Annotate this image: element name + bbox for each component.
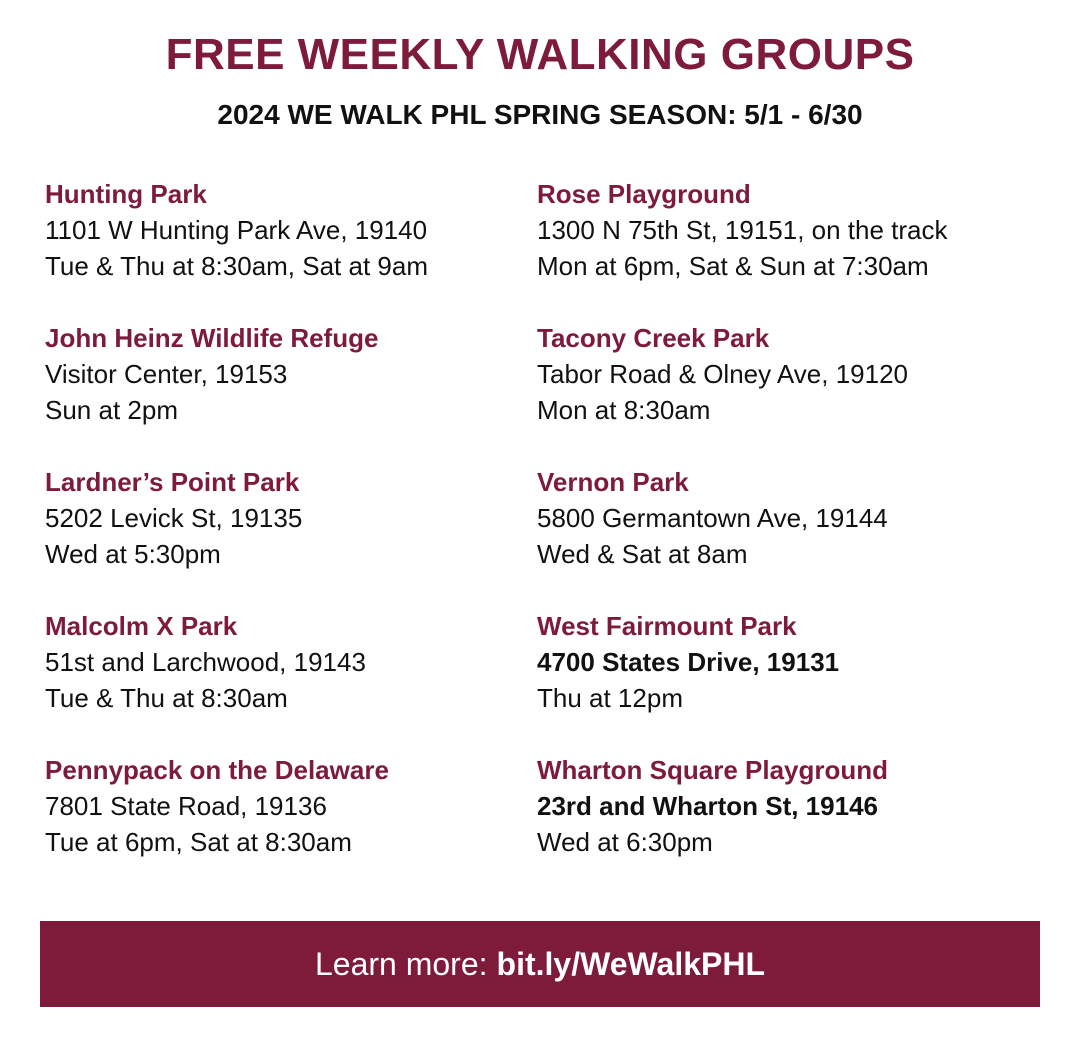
learn-more-banner bbox=[40, 921, 1040, 1007]
location-address: 23rd and Wharton St, 19146 bbox=[537, 791, 878, 821]
location-address: 1101 W Hunting Park Ave, 19140 bbox=[45, 215, 428, 245]
location-schedule: Mon at 8:30am bbox=[537, 395, 711, 425]
location-address: 5800 Germantown Ave, 19144 bbox=[537, 503, 888, 533]
learn-more-link[interactable]: bit.ly/WeWalkPHL bbox=[496, 945, 765, 982]
location-entry bbox=[537, 176, 1037, 320]
location-entry bbox=[537, 752, 1037, 896]
location-address: 1300 N 75th St, 19151, on the track bbox=[537, 215, 948, 245]
location-address: 4700 States Drive, 19131 bbox=[537, 647, 840, 677]
location-name: Tacony Creek Park bbox=[537, 323, 770, 353]
locations-column-right bbox=[537, 176, 1037, 896]
location-schedule: Wed at 5:30pm bbox=[45, 539, 221, 569]
locations-column-left bbox=[45, 176, 525, 896]
location-name: Lardner’s Point Park bbox=[45, 467, 300, 497]
location-entry bbox=[45, 752, 525, 896]
location-entry bbox=[45, 176, 525, 320]
location-name: John Heinz Wildlife Refuge bbox=[45, 323, 379, 353]
page-subtitle: 2024 WE WALK PHL SPRING SEASON: 5/1 - 6/30 bbox=[217, 99, 863, 130]
location-entry bbox=[537, 320, 1037, 464]
location-name: Rose Playground bbox=[537, 179, 751, 209]
location-name: Malcolm X Park bbox=[45, 611, 238, 641]
learn-more-label: Learn more: bbox=[314, 945, 488, 982]
location-name: West Fairmount Park bbox=[537, 611, 797, 641]
page-title: FREE WEEKLY WALKING GROUPS bbox=[165, 30, 915, 79]
location-schedule: Tue at 6pm, Sat at 8:30am bbox=[45, 827, 352, 857]
location-address: 7801 State Road, 19136 bbox=[45, 791, 327, 821]
location-schedule: Wed at 6:30pm bbox=[537, 827, 713, 857]
location-name: Pennypack on the Delaware bbox=[45, 755, 389, 785]
location-entry bbox=[45, 608, 525, 752]
location-schedule: Tue & Thu at 8:30am, Sat at 9am bbox=[45, 251, 428, 281]
location-schedule: Mon at 6pm, Sat & Sun at 7:30am bbox=[537, 251, 929, 281]
location-name: Hunting Park bbox=[45, 179, 207, 209]
location-entry bbox=[537, 464, 1037, 608]
location-schedule: Thu at 12pm bbox=[537, 683, 683, 713]
location-schedule: Tue & Thu at 8:30am bbox=[45, 683, 288, 713]
location-address: 5202 Levick St, 19135 bbox=[45, 503, 303, 533]
location-address: 51st and Larchwood, 19143 bbox=[45, 647, 366, 677]
location-entry bbox=[537, 608, 1037, 752]
location-address: Visitor Center, 19153 bbox=[45, 359, 288, 389]
location-name: Vernon Park bbox=[537, 467, 689, 497]
location-address: Tabor Road & Olney Ave, 19120 bbox=[537, 359, 908, 389]
location-schedule: Sun at 2pm bbox=[45, 395, 178, 425]
location-schedule: Wed & Sat at 8am bbox=[537, 539, 748, 569]
location-entry bbox=[45, 320, 525, 464]
location-name: Wharton Square Playground bbox=[537, 755, 889, 785]
location-entry bbox=[45, 464, 525, 608]
